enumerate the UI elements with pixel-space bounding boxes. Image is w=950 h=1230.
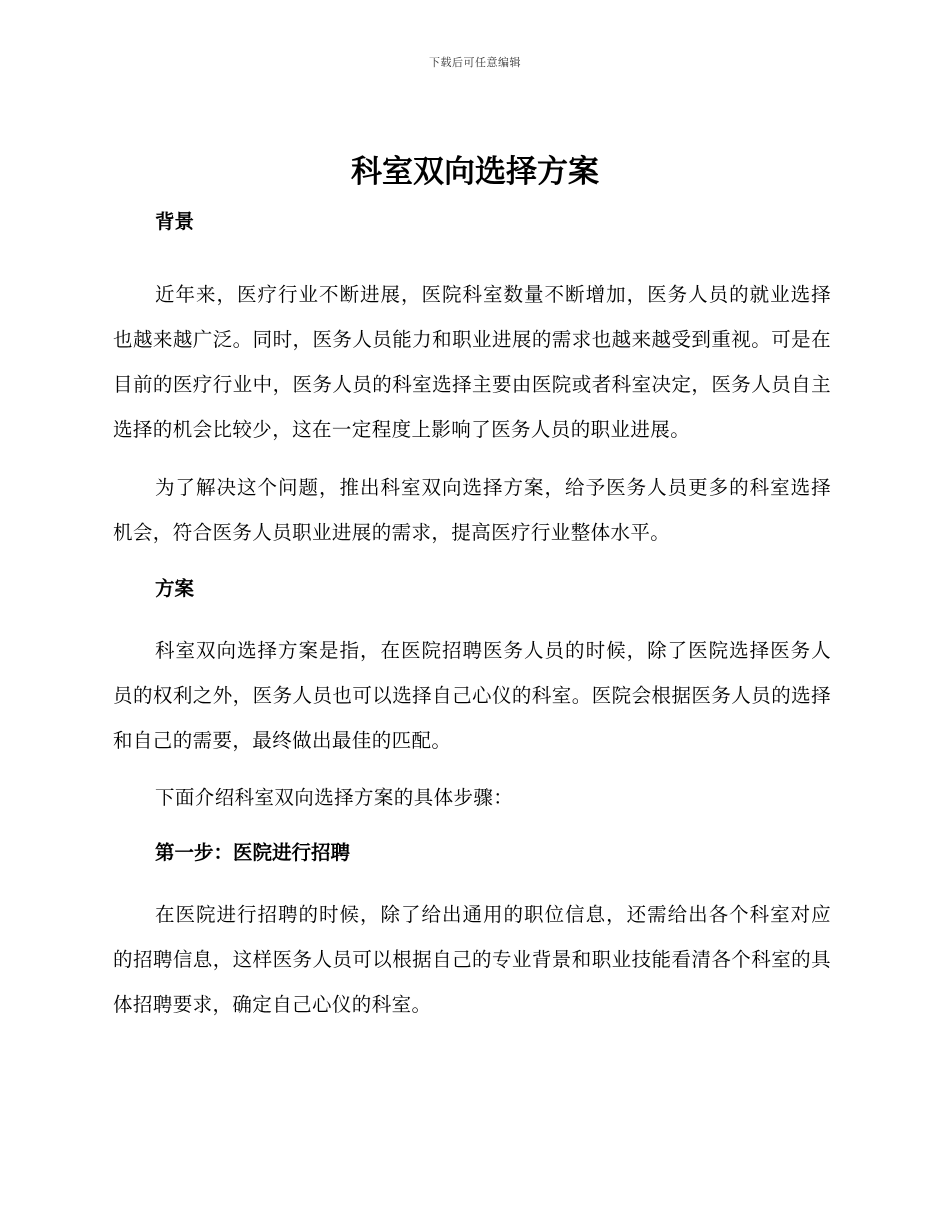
document-title: 科室双向选择方案 [351, 154, 599, 190]
header-note: 下载后可任意编辑 [429, 56, 521, 69]
section-heading-step1: 第一步：医院进行招聘 [155, 841, 351, 864]
paragraph-step1-1: 在医院进行招聘的时候，除了给出通用的职位信息，还需给出各个科室对应的招聘信息，这样医务人员可以根据自己的专业背景和职业技能看清各个科室的具体招聘要求，确定自己心仪的科室。 [113, 903, 831, 1016]
section-heading-background: 背景 [155, 210, 195, 233]
paragraph-background-2: 为了解决这个问题，推出科室双向选择方案，给予医务人员更多的科室选择机会，符合医务人员职业进展的需求，提高医疗行业整体水平。 [113, 476, 831, 544]
document-body [113, 204, 831, 1027]
section-heading-plan: 方案 [155, 577, 195, 600]
paragraph-background-1: 近年来，医疗行业不断进展，医院科室数量不断增加，医务人员的就业选择也越来越广泛。同时，医务人员能力和职业进展的需求也越来越受到重视。可是在目前的医疗行业中，医务人员的科室选择主要由医院或者科室决定，医务人员自主选择的机会比较少，这在一定程度上影响了医务人员的职业进展。 [113, 283, 831, 441]
paragraph-plan-1: 科室双向选择方案是指，在医院招聘医务人员的时候，除了医院选择医务人员的权利之外，医务人员也可以选择自己心仪的科室。医院会根据医务人员的选择和自己的需要，最终做出最佳的匹配。 [113, 639, 831, 752]
paragraph-plan-2: 下面介绍科室双向选择方案的具体步骤： [155, 786, 514, 809]
